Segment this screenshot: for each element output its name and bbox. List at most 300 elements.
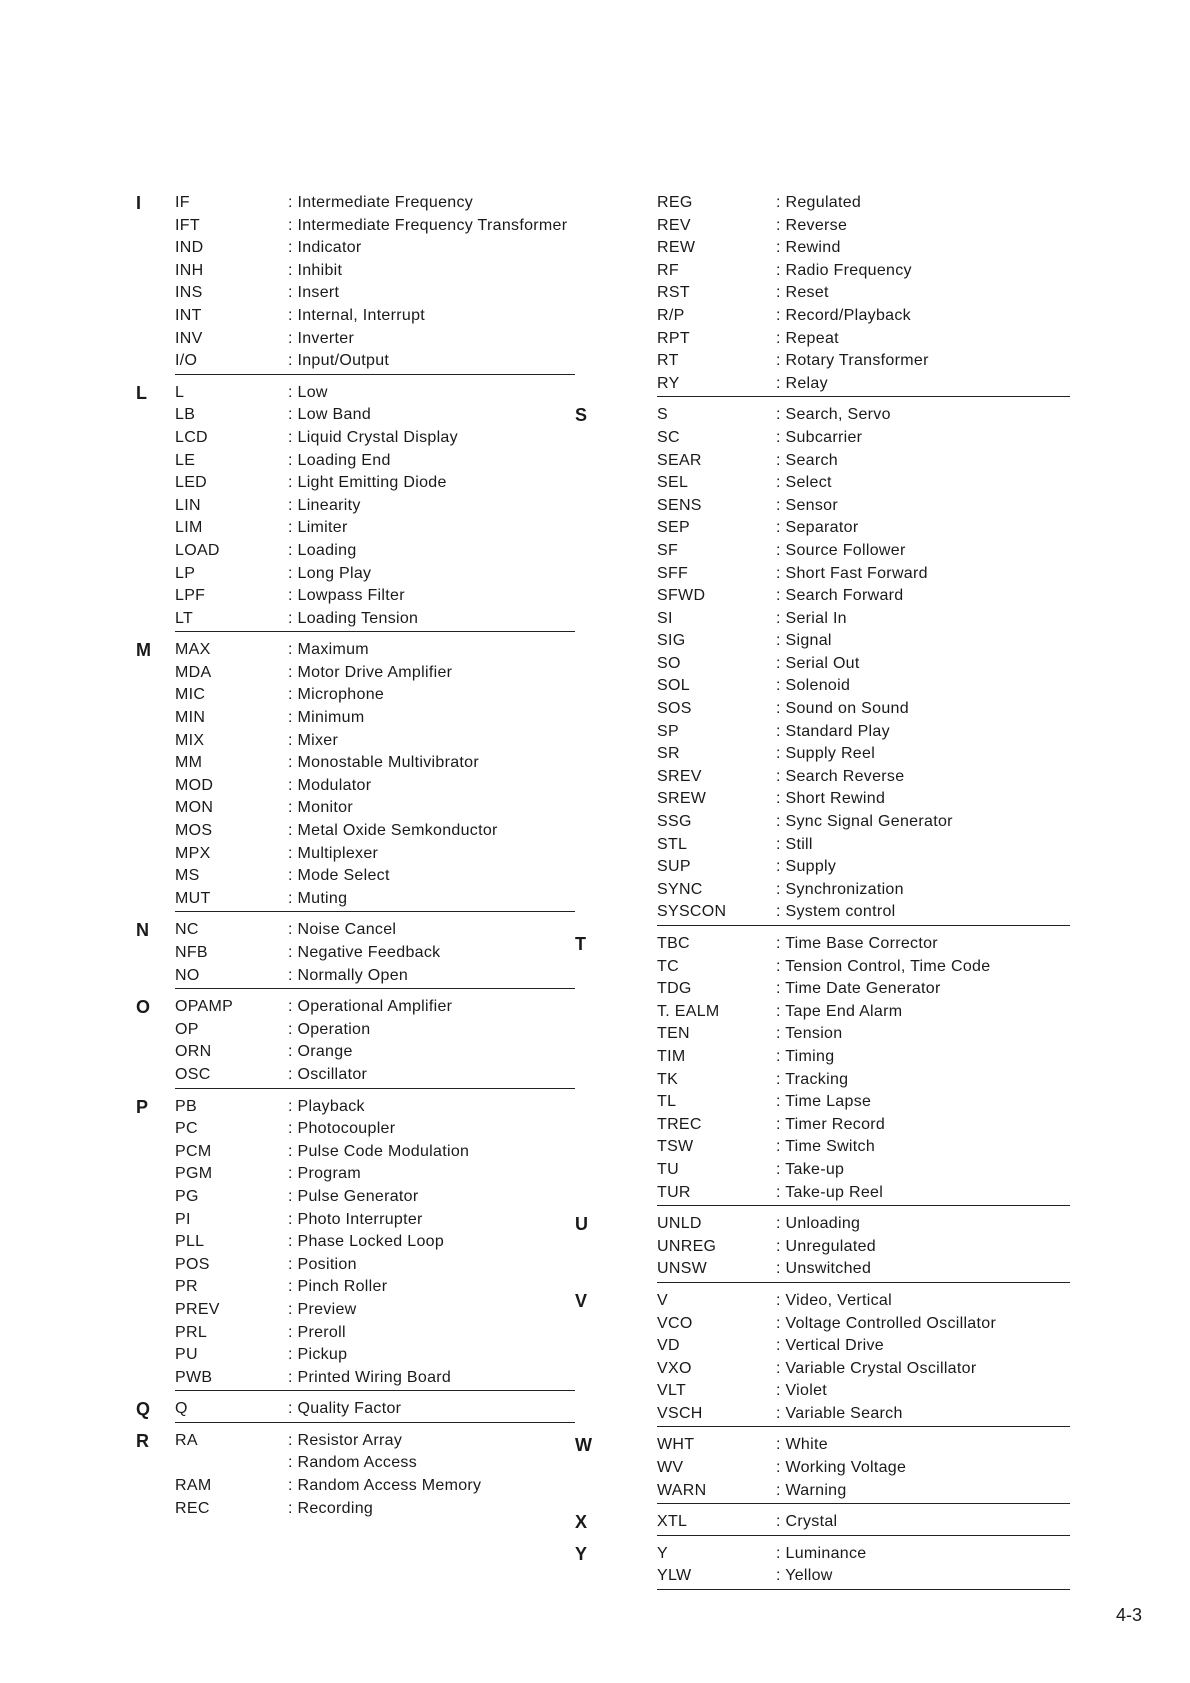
entry-definition: : Search Forward [776,587,904,605]
entry-definition: : Lowpass Filter [288,587,405,605]
entry-abbreviation: ORN [175,1043,212,1061]
section-letter: V [575,1290,588,1311]
glossary-entry [175,942,575,965]
entry-abbreviation: STL [657,835,688,853]
section-letter: O [136,997,151,1018]
entry-abbreviation: RPT [657,329,690,347]
entry-abbreviation: REG [657,194,693,211]
entry-abbreviation: LOAD [175,541,220,559]
entry-definition: : Signal [776,632,832,650]
entry-definition: : Normally Open [288,966,409,984]
entry-definition: : Time Lapse [776,1093,872,1111]
entry-abbreviation: PWB [175,1368,213,1386]
glossary-entry [175,1231,575,1254]
entry-definition: : Repeat [776,329,839,347]
glossary-entry [175,192,575,215]
entry-definition: : Short Fast Forward [776,564,928,582]
entry-definition: : Multiplexer [288,844,379,862]
entry-abbreviation: REW [657,239,696,257]
entry-definition: : Relay [776,374,828,392]
entry-abbreviation: REC [175,1499,210,1517]
entry-definition: : Search Reverse [776,767,905,785]
glossary-entry [657,450,1070,473]
entry-abbreviation: RST [657,284,690,302]
glossary-entry [175,1276,575,1299]
glossary-entry [175,237,575,260]
glossary-entry [175,843,575,866]
glossary-entry [175,1163,575,1186]
entry-definition: : Preview [288,1300,357,1318]
entry-definition: : Monitor [288,799,353,817]
entry-abbreviation: TEN [657,1025,690,1043]
glossary-entry [657,1213,1070,1236]
glossary-entry [657,1543,1070,1566]
glossary-entry [657,373,1070,396]
glossary-entry [657,879,1070,902]
entry-abbreviation: TDG [657,980,692,998]
entry-abbreviation: MOS [175,822,213,840]
entry-definition: : Crystal [776,1513,838,1531]
entry-definition: : Operation [288,1020,371,1038]
entry-abbreviation: MIC [175,686,206,704]
section-letter: N [136,920,149,941]
entry-definition: : Maximum [288,641,369,659]
entry-definition: : Random Access Memory [288,1477,482,1495]
entry-abbreviation: NFB [175,944,208,961]
entry-abbreviation: PR [175,1278,198,1296]
glossary-entry [657,282,1070,305]
entry-definition: : Loading Tension [288,609,419,627]
glossary-entry [657,1258,1070,1281]
section-letter: I [136,193,142,213]
entry-abbreviation: TU [657,1160,679,1178]
entry-abbreviation: LIM [175,519,203,537]
glossary-entry [657,901,1070,924]
entry-definition: : Position [288,1255,357,1273]
entry-abbreviation: MIX [175,731,205,749]
entry-definition: : Rotary Transformer [776,352,929,370]
entry-abbreviation: SEAR [657,451,702,469]
entry-abbreviation: LP [175,564,196,582]
entry-definition: : Mixer [288,731,339,749]
glossary-entry [657,1403,1070,1426]
entry-definition: : Random Access [288,1454,417,1472]
entry-definition: : Working Voltage [776,1459,907,1477]
glossary-entry [175,517,575,540]
entry-abbreviation: VLT [657,1382,687,1400]
glossary-entry [657,404,1070,427]
entry-abbreviation: PREV [175,1300,220,1318]
glossary-entry [175,1096,575,1119]
entry-definition: : Solenoid [776,677,851,695]
entry-definition: : Serial In [776,609,847,627]
entry-abbreviation: RT [657,352,679,370]
glossary-entry [175,865,575,888]
glossary-entry [657,517,1070,540]
glossary-entry [657,472,1070,495]
entry-abbreviation: POS [175,1255,210,1273]
entry-abbreviation: VXO [657,1359,692,1377]
letter-group [136,639,575,912]
letter-group [575,1511,1070,1536]
entry-definition: : Separator [776,519,859,537]
entry-definition: : Phase Locked Loop [288,1233,445,1251]
glossary-entry [657,585,1070,608]
glossary-entry [657,427,1070,450]
entry-abbreviation: Q [175,1400,188,1418]
glossary-entry [657,1290,1070,1313]
glossary-entry [175,684,575,707]
entry-abbreviation: MAX [175,641,211,659]
entry-definition: : Video, Vertical [776,1291,892,1309]
glossary-entry [175,662,575,685]
entry-abbreviation: NC [175,921,199,939]
entry-abbreviation: VSCH [657,1404,703,1422]
entry-abbreviation: SEL [657,474,689,492]
entry-definition: : Unloading [776,1215,861,1233]
glossary-entry [657,563,1070,586]
entry-abbreviation: PG [175,1187,199,1205]
glossary-entry [175,1498,575,1521]
entry-abbreviation: PCM [175,1142,212,1160]
entry-abbreviation: SP [657,722,679,740]
letter-group [136,996,575,1088]
entry-abbreviation: SOL [657,677,690,695]
entry-abbreviation: REV [657,216,691,234]
entry-definition: : Timer Record [776,1115,886,1133]
entry-definition: : Violet [776,1382,828,1400]
entry-definition: : Photo Interrupter [288,1210,423,1228]
glossary-entry [657,1001,1070,1024]
glossary-entry [657,856,1070,879]
glossary-entry [175,1041,575,1064]
glossary-entry [175,1141,575,1164]
glossary-entry [657,350,1070,373]
letter-group [575,404,1070,926]
entry-definition: : Pulse Generator [288,1187,419,1205]
entry-abbreviation: TSW [657,1138,694,1156]
glossary-entry [175,585,575,608]
entry-abbreviation: MDA [175,663,212,681]
entry-definition: : Insert [288,284,340,302]
entry-abbreviation: SFWD [657,587,706,605]
entry-abbreviation: PU [175,1346,198,1364]
entry-abbreviation: PRL [175,1323,208,1341]
glossary-entry [657,260,1070,283]
entry-abbreviation: LE [175,451,196,469]
entry-definition: : Timing [776,1047,835,1065]
entry-abbreviation: T. EALM [657,1002,720,1020]
entry-abbreviation: NO [175,966,200,984]
glossary-entry [657,495,1070,518]
entry-definition: : Input/Output [288,352,390,370]
glossary-entry [175,888,575,911]
letter-group [136,192,575,375]
glossary-entry [175,350,575,373]
entry-definition: : Variable Search [776,1404,903,1422]
entry-definition: : Light Emitting Diode [288,474,447,492]
entry-definition: : Subcarrier [776,428,863,446]
entry-definition: : Orange [288,1043,353,1061]
glossary-entry [657,608,1070,631]
entry-definition: : Unregulated [776,1237,876,1255]
glossary-entry [657,743,1070,766]
glossary-entry [175,1475,575,1498]
glossary-entry [175,639,575,662]
entry-abbreviation: SF [657,541,679,559]
entry-abbreviation: SIG [657,632,686,650]
section-letter: L [136,382,147,403]
entry-abbreviation: SC [657,428,680,446]
entry-abbreviation: MOD [175,776,214,794]
entry-definition: : Sync Signal Generator [776,813,953,831]
entry-definition: : Long Play [288,564,372,582]
entry-definition: : Indicator [288,239,362,257]
glossary-entry [657,1511,1070,1534]
entry-abbreviation: LT [175,609,194,627]
entry-definition: : Linearity [288,496,361,514]
glossary-entry [175,328,575,351]
glossary-entry [657,956,1070,979]
entry-abbreviation: SEP [657,519,690,537]
entry-definition: : Liquid Crystal Display [288,428,458,446]
page-number: 4-3 [1115,1605,1142,1625]
entry-abbreviation: PB [175,1097,197,1115]
entry-abbreviation: MUT [175,889,211,907]
entry-definition: : Record/Playback [776,306,911,324]
section-letter: X [575,1512,588,1533]
entry-definition: : Source Follower [776,541,906,559]
glossary-entry [657,834,1070,857]
entry-definition: : Voltage Controlled Oscillator [776,1314,997,1332]
entry-definition: : Variable Crystal Oscillator [776,1359,977,1377]
entry-definition: : Still [776,835,813,853]
entry-definition: : Unswitched [776,1260,872,1278]
entry-abbreviation: MON [175,799,214,817]
glossary-entry [657,328,1070,351]
entry-definition: : Motor Drive Amplifier [288,663,453,681]
glossary-entry [657,1046,1070,1069]
entry-abbreviation: MS [175,867,200,885]
glossary-entry [175,752,575,775]
entry-definition: : Program [288,1165,361,1183]
entry-definition: : Recording [288,1499,374,1517]
entry-abbreviation: PGM [175,1165,213,1183]
entry-definition: : Loading End [288,451,391,469]
entry-abbreviation: INS [175,284,203,302]
entry-abbreviation: RF [657,261,679,279]
glossary-entry [657,1313,1070,1336]
glossary-entry [175,427,575,450]
entry-abbreviation: OPAMP [175,998,234,1016]
entry-definition: : Loading [288,541,357,559]
entry-abbreviation: INT [175,306,202,324]
entry-abbreviation: PI [175,1210,191,1228]
glossary-entry [657,1480,1070,1503]
letter-group [575,1434,1070,1504]
section-letter: R [136,1430,149,1451]
entry-definition: : Time Date Generator [776,980,941,998]
entry-definition: : Warning [776,1481,847,1499]
entry-abbreviation: MM [175,754,203,772]
letter-group [136,919,575,989]
entry-abbreviation: INV [175,329,203,347]
glossary-entry [175,1209,575,1232]
section-letter: S [575,405,588,426]
glossary-entry [175,1452,575,1475]
glossary-entry [175,965,575,988]
glossary-entry [657,305,1070,328]
entry-definition: : System control [776,903,896,921]
glossary-entry [175,919,575,942]
glossary-entry [175,820,575,843]
glossary-entry [657,766,1070,789]
entry-abbreviation: V [657,1291,668,1309]
entry-abbreviation: I/O [175,352,198,370]
glossary-entry [657,1023,1070,1046]
entry-definition: : Printed Wiring Board [288,1368,452,1386]
glossary-entry [657,192,1070,215]
entry-abbreviation: LIN [175,496,201,514]
entry-abbreviation: LED [175,474,208,492]
letter-group [575,1290,1070,1428]
glossary-entry [175,215,575,238]
entry-abbreviation: PLL [175,1233,205,1251]
entry-definition: : Time Switch [776,1138,876,1156]
section-letter: T [575,934,586,954]
glossary-entry [175,260,575,283]
entry-abbreviation: YLW [657,1567,692,1585]
entry-definition: : Low Band [288,406,372,424]
glossary-entry [175,1430,575,1453]
entry-definition: : Intermediate Frequency Transformer [288,216,568,234]
glossary-entry [175,563,575,586]
entry-abbreviation: RAM [175,1477,212,1495]
letter-group [136,1398,575,1423]
entry-definition: : Time Base Corrector [776,935,938,952]
letter-group [136,1430,575,1521]
entry-abbreviation: XTL [657,1513,688,1531]
entry-definition: : Low [288,383,328,401]
letter-group [657,192,1070,397]
entry-definition: : Sensor [776,496,838,514]
entry-abbreviation: MIN [175,709,206,727]
entry-abbreviation: UNLD [657,1215,702,1233]
entry-definition: : Search [776,451,838,469]
entry-definition: : Take-up [776,1160,845,1178]
left-column [136,192,575,1528]
glossary-entry [175,707,575,730]
section-letter: U [575,1214,588,1235]
entry-abbreviation: OP [175,1020,199,1038]
letter-group [575,1543,1070,1590]
glossary-entry [657,1565,1070,1588]
glossary-entry [175,1186,575,1209]
entry-definition: : Playback [288,1097,365,1115]
entry-definition: : Pulse Code Modulation [288,1142,470,1160]
glossary-entry [175,282,575,305]
entry-abbreviation: TL [657,1093,677,1111]
glossary-entry [657,1380,1070,1403]
glossary-entry [657,1182,1070,1205]
entry-definition: : Radio Frequency [776,261,912,279]
entry-definition: : Vertical Drive [776,1337,884,1355]
glossary-entry [657,1335,1070,1358]
glossary-entry [657,1159,1070,1182]
entry-definition: : Monostable Multivibrator [288,754,479,772]
glossary-entry [175,1367,575,1390]
entry-abbreviation: R/P [657,306,685,324]
entry-definition: : Mode Select [288,867,390,885]
glossary-entry [657,215,1070,238]
glossary-entry [657,1434,1070,1457]
glossary-entry [175,450,575,473]
entry-abbreviation: SFF [657,564,689,582]
glossary-entry [175,996,575,1019]
entry-definition: : Search, Servo [776,406,891,424]
entry-abbreviation: TC [657,957,679,975]
entry-abbreviation: TREC [657,1115,702,1133]
glossary-entry [657,1236,1070,1259]
entry-definition: : Metal Oxide Semkonductor [288,822,498,840]
entry-abbreviation: SENS [657,496,702,514]
entry-definition: : Tape End Alarm [776,1002,903,1020]
section-letter: W [575,1435,592,1456]
entry-definition: : Tension [776,1025,843,1043]
entry-abbreviation: LPF [175,587,206,605]
entry-definition: : Supply [776,858,837,876]
section-letter: Y [575,1543,588,1564]
entry-definition: : Synchronization [776,880,904,898]
entry-definition: : Quality Factor [288,1400,402,1418]
entry-definition: : Short Rewind [776,790,886,808]
glossary-entry [657,978,1070,1001]
entry-abbreviation: LB [175,406,196,424]
entry-definition: : Reset [776,284,829,302]
entry-abbreviation: SSG [657,813,692,831]
entry-abbreviation: Y [657,1544,668,1562]
entry-definition: : Tension Control, Time Code [776,957,991,975]
glossary-entry [657,1069,1070,1092]
entry-abbreviation: PC [175,1120,198,1138]
glossary-entry [657,698,1070,721]
section-letter: P [136,1096,149,1117]
entry-definition: : Noise Cancel [288,921,397,939]
entry-abbreviation: WHT [657,1436,695,1454]
letter-group [575,933,1070,1206]
letter-group [136,1096,575,1392]
glossary-entry [657,653,1070,676]
entry-abbreviation: SREW [657,790,707,808]
glossary-entry [175,1398,575,1421]
glossary-entry [657,1457,1070,1480]
entry-definition: : Luminance [776,1544,867,1562]
glossary-entry [175,495,575,518]
entry-definition: : Modulator [288,776,372,794]
glossary-entry [175,730,575,753]
entry-abbreviation: SI [657,609,673,627]
glossary-entry [175,797,575,820]
glossary-entry [657,1114,1070,1137]
entry-abbreviation: SYNC [657,880,703,898]
glossary-entry [657,933,1070,956]
entry-definition: : Intermediate Frequency [288,194,474,211]
entry-definition: : Oscillator [288,1065,368,1083]
glossary-entry [657,675,1070,698]
glossary-entry [657,811,1070,834]
glossary-entry [175,1019,575,1042]
entry-abbreviation: TK [657,1070,679,1088]
